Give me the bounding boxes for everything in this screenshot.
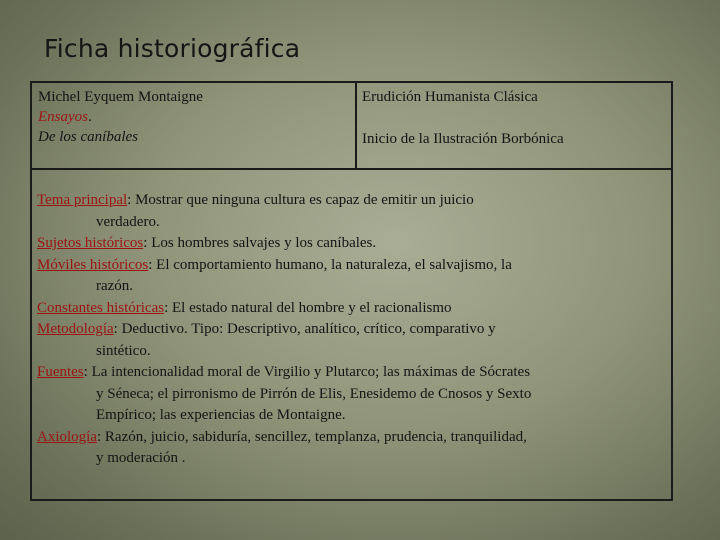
item-continuation: verdadero. [96, 213, 160, 230]
chapter-title: De los caníbales [38, 129, 138, 145]
item-text: El comportamiento humano, la naturaleza, el salvajismo, la [156, 256, 512, 273]
page-title: Ficha historiográfica [44, 34, 301, 63]
historiography-card [30, 81, 673, 501]
work-title-period: . [88, 109, 92, 125]
item-continuation: y Séneca; el pirronismo de Pirrón de Elis, Enesidemo de Cnosos y Sexto [96, 385, 532, 402]
item-constantes-historicas: Constantes históricas: El estado natural del hombre y el racionalismo [37, 299, 452, 316]
item-label: Axiología [37, 428, 97, 445]
item-label: Sujetos históricos [37, 235, 144, 251]
work-title-line [38, 107, 349, 127]
item-tema-principal: Tema principal: Mostrar que ninguna cultura es capaz de emitir un juicio verdadero. [37, 190, 662, 233]
item-text: Los hombres salvajes y los caníbales. [151, 235, 377, 251]
item-label: Constantes históricas [37, 299, 165, 316]
item-label: Metodología [37, 321, 114, 337]
item-axiologia: Axiología: Razón, juicio, sabiduría, sencillez, templanza, prudencia, tranquilidad, y moderación . [37, 427, 662, 470]
school-label: Erudición Humanista Clásica [362, 89, 538, 105]
item-text: Deductivo. Tipo: Descriptivo, analítico, crítico, comparativo y [121, 321, 496, 337]
item-label: Tema principal [37, 192, 128, 208]
item-metodologia: Metodología: Deductivo. Tipo: Descriptivo, analítico, crítico, comparativo y sintético. [37, 319, 662, 362]
item-text: La intencionalidad moral de Virgilio y Plutarco; las máximas de Sócrates [91, 364, 531, 380]
item-label: Móviles históricos [37, 256, 149, 273]
context-cell [357, 83, 671, 172]
header-row [32, 83, 671, 170]
item-continuation: razón. [96, 278, 134, 294]
period-label: Inicio de la Ilustración Borbónica [362, 131, 564, 147]
item-text: Razón, juicio, sabiduría, sencillez, templanza, prudencia, tranquilidad, [104, 428, 527, 445]
item-sujetos-historicos: Sujetos históricos: Los hombres salvajes y los caníbales. [37, 235, 377, 251]
item-moviles-historicos: Móviles históricos: El comportamiento humano, la naturaleza, el salvajismo, la razón. [37, 255, 662, 298]
item-continuation: y moderación . [96, 450, 186, 466]
work-title: Ensayos [38, 109, 88, 125]
author-work-cell [32, 83, 357, 168]
author-name: Michel Eyquem Montaigne [38, 89, 203, 105]
item-continuation-2: Empírico; las experiencias de Montaigne. [96, 407, 346, 423]
item-continuation: sintético. [96, 342, 151, 359]
item-label: Fuentes [37, 364, 84, 380]
item-text: Mostrar que ninguna cultura es capaz de emitir un juicio [135, 192, 474, 208]
item-text: El estado natural del hombre y el racionalismo [172, 299, 452, 316]
details-cell [32, 190, 671, 470]
item-fuentes: Fuentes: La intencionalidad moral de Virgilio y Plutarco; las máximas de Sócrates y Séneca; el pirronismo de Pirrón de Elis, Enesidemo de Cnosos y Sexto Empírico; las experiencias de Montaigne. [37, 362, 662, 427]
